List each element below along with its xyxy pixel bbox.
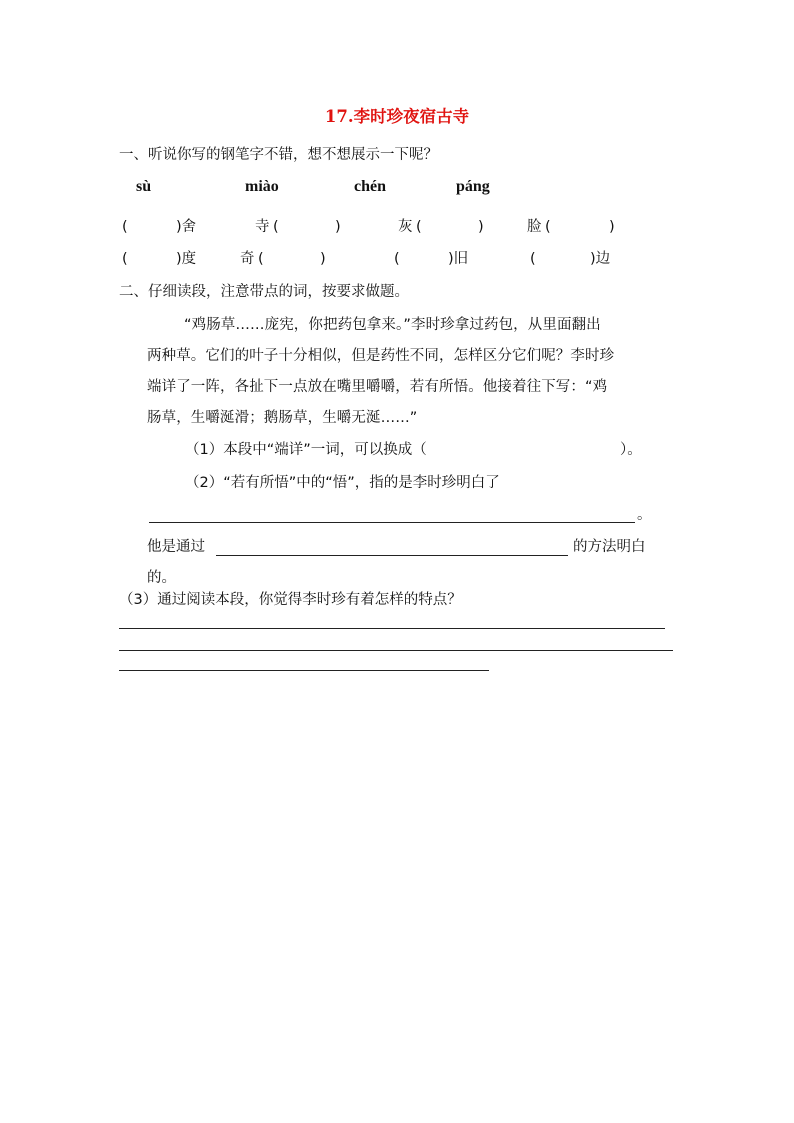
blank-bian[interactable]: )边 (590, 251, 611, 267)
section-2-heading: 二、仔细读段，注意带点的词，按要求做题。 (119, 284, 409, 300)
question-3: （3）通过阅读本段，你觉得李时珍有着怎样的特点？ (119, 592, 462, 608)
method-prefix: 他是通过 (147, 539, 205, 555)
blank-open-paren: ( (122, 219, 128, 235)
blank-hui[interactable]: ) (478, 219, 484, 235)
char-lian: 脸 (527, 219, 542, 235)
answer-line[interactable] (119, 650, 673, 651)
question-2-end: 。 (637, 507, 652, 523)
blank-du[interactable]: )度 (176, 251, 197, 267)
question-1: （1）本段中“端详”一词，可以换成（ (185, 442, 427, 458)
blank-open-paren: ( (394, 251, 400, 267)
method-end: 的。 (147, 570, 176, 586)
answer-line[interactable] (149, 522, 635, 523)
blank-open-paren: ( (416, 219, 422, 235)
passage-line: “鸡肠草……庞宪，你把药包拿来。”李时珍拿过药包，从里面翻出 (184, 317, 601, 333)
passage-line: 肠草，生嚼涎滑；鹅肠草，生嚼无涎……” (147, 410, 418, 426)
blank-open-paren: ( (545, 219, 551, 235)
blank-she[interactable]: )舍 (176, 219, 197, 235)
pinyin-su: sù (136, 178, 152, 195)
blank-open-paren: ( (122, 251, 128, 267)
blank-open-paren: ( (273, 219, 279, 235)
blank-si[interactable]: ) (335, 219, 341, 235)
char-si: 寺 (255, 219, 270, 235)
blank-open-paren: ( (530, 251, 536, 267)
question-1-close: ）。 (620, 442, 642, 458)
pinyin-chen: chén (354, 178, 386, 195)
answer-line[interactable] (119, 628, 665, 629)
passage-line: 端详了一阵，各扯下一点放在嘴里嚼嚼，若有所悟。他接着往下写：“鸡 (147, 379, 608, 395)
blank-qi[interactable]: ) (320, 251, 326, 267)
blank-jiu[interactable]: )旧 (448, 251, 469, 267)
passage-line: 两种草。它们的叶子十分相似，但是药性不同，怎样区分它们呢？李时珍 (147, 348, 615, 364)
answer-line[interactable] (216, 555, 568, 556)
blank-open-paren: ( (258, 251, 264, 267)
answer-line[interactable] (119, 670, 489, 671)
blank-lian[interactable]: ) (609, 219, 615, 235)
section-1-heading: 一、听说你写的钢笔字不错，想不想展示一下呢？ (119, 147, 438, 163)
char-hui: 灰 (398, 219, 413, 235)
pinyin-miao: miào (245, 178, 279, 195)
pinyin-pang: páng (456, 178, 490, 195)
method-suffix: 的方法明白 (573, 539, 646, 555)
char-qi: 奇 (240, 251, 255, 267)
question-2: （2）“若有所悟”中的“悟”，指的是李时珍明白了 (185, 475, 500, 491)
page-title: 17.李时珍夜宿古寺 (324, 107, 470, 126)
